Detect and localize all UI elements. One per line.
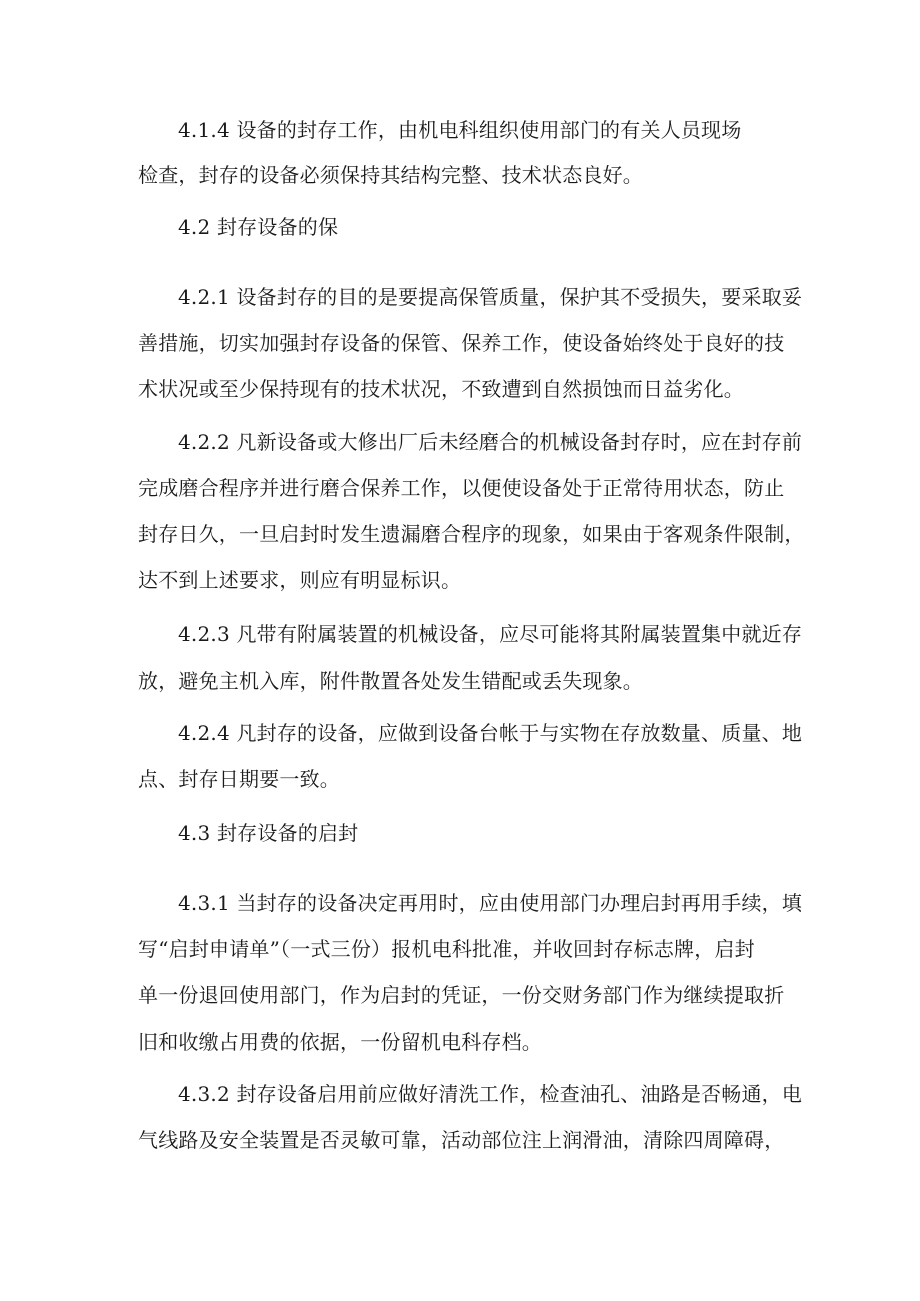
- paragraph-4-2-3-line-1: 4.2.3 凡带有附属装置的机械设备，应尽可能将其附属装置集中就近存: [178, 622, 803, 646]
- paragraph-4-2-1-line-2: 善措施，切实加强封存设备的保管、保养工作，使设备始终处于良好的技: [138, 331, 785, 355]
- section-heading-4-2: 4.2 封存设备的保: [178, 215, 339, 239]
- paragraph-4-3-1-line-1: 4.3.1 当封存的设备决定再用时，应由使用部门办理启封再用手续，填: [178, 891, 803, 915]
- paragraph-4-2-2-line-3: 封存日久，一旦启封时发生遗漏磨合程序的现象，如果由于客观条件限制，: [138, 522, 805, 546]
- paragraph-4-2-3-line-2: 放，避免主机入库，附件散置各处发生错配或丢失现象。: [138, 669, 643, 693]
- section-heading-4-3: 4.3 封存设备的启封: [178, 821, 359, 845]
- paragraph-4-2-4-line-1: 4.2.4 凡封存的设备，应做到设备台帐于与实物在存放数量、质量、地: [178, 721, 803, 745]
- paragraph-4-1-4-line-2: 检查，封存的设备必须保持其结构完整、技术状态良好。: [138, 163, 643, 187]
- paragraph-4-2-2-line-2: 完成磨合程序并进行磨合保养工作，以便使设备处于正常待用状态，防止: [138, 476, 785, 500]
- paragraph-4-2-2-line-1: 4.2.2 凡新设备或大修出厂后未经磨合的机械设备封存时，应在封存前: [178, 430, 803, 454]
- paragraph-4-2-4-line-2: 点、封存日期要一致。: [138, 767, 340, 791]
- paragraph-4-3-2-line-1: 4.3.2 封存设备启用前应做好清洗工作，检查油孔、油路是否畅通，电: [178, 1082, 803, 1106]
- paragraph-4-2-1-line-3: 术状况或至少保持现有的技术状况，不致遭到自然损蚀而日益劣化。: [138, 377, 744, 401]
- paragraph-4-2-2-line-4: 达不到上述要求，则应有明显标识。: [138, 568, 462, 592]
- paragraph-4-3-1-line-2: 写“启封申请单”（一式三份）报机电科批准，并收回封存标志牌，启封: [138, 937, 755, 961]
- paragraph-4-3-1-line-3: 单一份退回使用部门，作为启封的凭证，一份交财务部门作为继续提取折: [138, 983, 785, 1007]
- paragraph-4-3-2-line-2: 气线路及安全装置是否灵敏可靠，活动部位注上润滑油，清除四周障碍，: [138, 1128, 785, 1152]
- paragraph-4-1-4-line-1: 4.1.4 设备的封存工作，由机电科组织使用部门的有关人员现场: [178, 118, 742, 142]
- paragraph-4-3-1-line-4: 旧和收缴占用费的依据，一份留机电科存档。: [138, 1030, 542, 1054]
- paragraph-4-2-1-line-1: 4.2.1 设备封存的目的是要提高保管质量，保护其不受损失，要采取妥: [178, 285, 803, 309]
